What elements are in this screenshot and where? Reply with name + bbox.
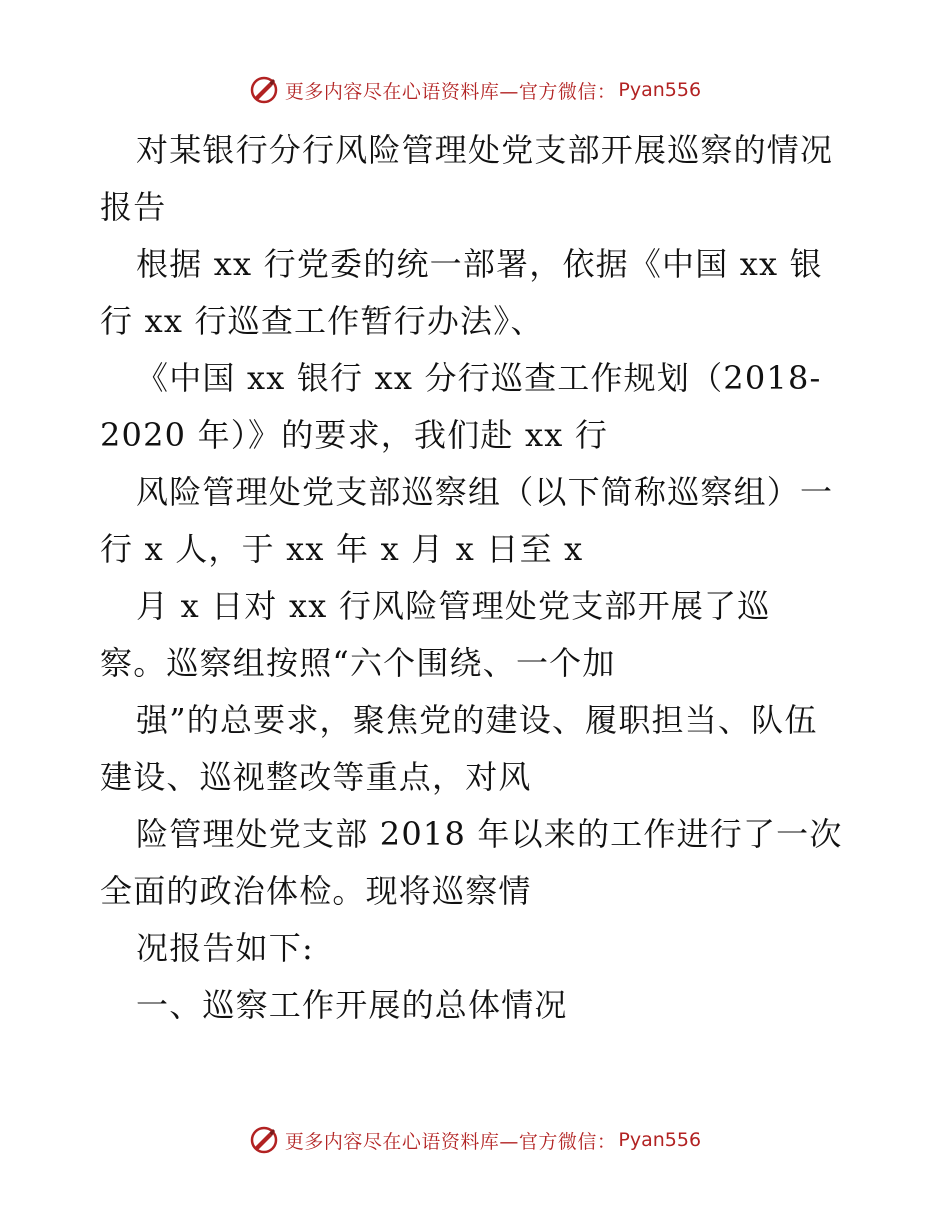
- text-line: 察。巡察组按照“六个围绕、一个加: [100, 644, 616, 682]
- pen-logo-icon: [249, 75, 279, 105]
- text-line: 风险管理处党支部巡察组（以下简称巡察组）一: [136, 473, 834, 511]
- header-watermark: [0, 72, 950, 108]
- watermark-account: Pyan556: [618, 1129, 702, 1151]
- text-line: 一、巡察工作开展的总体情况: [136, 986, 568, 1024]
- watermark-account: Pyan556: [618, 79, 702, 101]
- watermark-brand: 更多内容尽在心语资料库—官方微信：: [284, 1130, 617, 1153]
- text-line: 报告: [100, 188, 167, 226]
- text-line: 对某银行分行风险管理处党支部开展巡察的情况: [136, 131, 834, 169]
- text-line: 险管理处党支部 2018 年以来的工作进行了一次: [136, 815, 843, 853]
- text-line: 2020 年）》的要求，我们赴 xx 行: [100, 416, 609, 454]
- text-line: 建设、巡视整改等重点，对风: [100, 758, 532, 796]
- text-line: 全面的政治体检。现将巡察情: [100, 872, 532, 910]
- text-line: 强”的总要求，聚焦党的建设、履职担当、队伍: [136, 701, 818, 739]
- text-line: 况报告如下:: [136, 929, 314, 967]
- text-line: 行 xx 行巡查工作暂行办法》、: [100, 302, 544, 340]
- watermark-brand: 更多内容尽在心语资料库—官方微信：: [284, 80, 617, 103]
- text-line: 《中国 xx 银行 xx 分行巡查工作规划（2018-: [136, 359, 822, 397]
- footer-watermark: [0, 1122, 950, 1158]
- pen-logo-icon: [249, 1125, 279, 1155]
- text-line: 月 x 日对 xx 行风险管理处党支部开展了巡: [136, 587, 771, 625]
- text-line: 行 x 人，于 xx 年 x 月 x 日至 x: [100, 530, 584, 568]
- text-line: 根据 xx 行党委的统一部署，依据《中国 xx 银: [136, 245, 823, 283]
- document-body: [100, 122, 860, 1034]
